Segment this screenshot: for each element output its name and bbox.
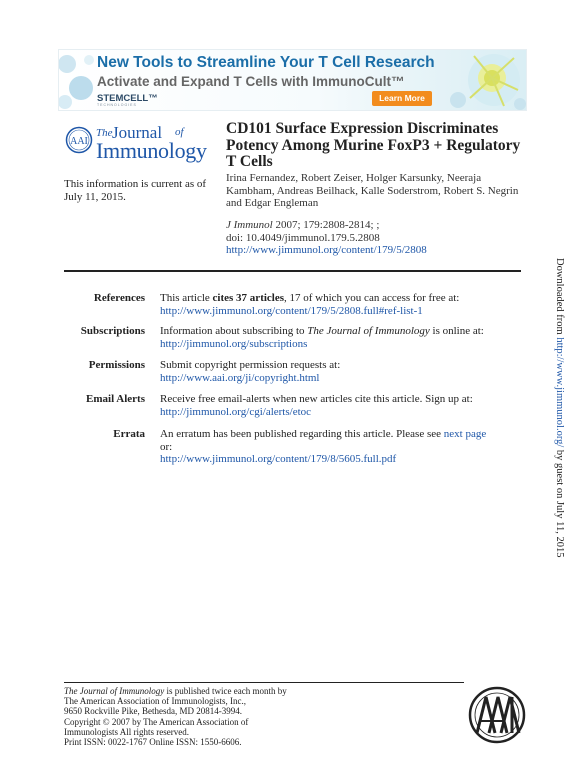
email-alerts-text: [160, 393, 525, 418]
footer-line-1-rest: is published twice each month by: [164, 686, 287, 696]
footer-line-5: Immunologists All rights reserved.: [64, 726, 189, 737]
references-text: [160, 292, 525, 317]
stemcell-brand-sub: TECHNOLOGIES: [97, 103, 137, 107]
citation-block: [226, 219, 521, 257]
footer-divider: [64, 682, 464, 683]
subscriptions-post: is online at:: [429, 325, 484, 337]
author-list: Irina Fernandez, Robert Zeiser, Holger Karsunky, Neeraja Kambham, Andreas Beilhack, Kalle Soderstrom, Robert S. Negrin and Edgar Engleman: [226, 172, 519, 209]
subscriptions-journal: The Journal of Immunology: [307, 325, 430, 337]
footer-journal: The Journal of Immunology: [64, 686, 165, 696]
errata-next-page-link[interactable]: next page: [443, 428, 487, 440]
subscriptions-text: [160, 325, 525, 350]
journal-logo-immunology: Immunology: [96, 138, 207, 163]
cell-graphic-left: [59, 50, 99, 110]
citation-line: [226, 219, 521, 232]
errata-link[interactable]: http://www.jimmunol.org/content/179/8/5605.full.pdf: [160, 453, 397, 465]
permissions-desc: Submit copyright permission requests at:: [160, 359, 341, 371]
journal-logo-the: The: [96, 127, 113, 139]
journal-logo-of: of: [175, 126, 184, 138]
ad-banner[interactable]: [58, 49, 527, 111]
footer-info: [64, 686, 364, 747]
references-post: , 17 of which you can access for free at:: [284, 292, 460, 304]
references-count: cites 37 articles: [212, 292, 285, 304]
email-alerts-label: Email Alerts: [86, 393, 145, 405]
stemcell-brand-text: STEMCELL™: [97, 93, 158, 104]
journal-logo[interactable]: [65, 123, 207, 163]
banner-headline: New Tools to Streamline Your T Cell Research: [97, 54, 435, 71]
footer-line-4: Copyright © 2007 by The American Association of: [64, 716, 249, 727]
references-label: References: [93, 292, 145, 304]
permissions-label: Permissions: [88, 359, 145, 371]
aai-emblem-text: AAI: [70, 136, 88, 147]
download-notice-pre: Downloaded from: [554, 258, 565, 338]
journal-abbrev: J Immunol: [226, 219, 273, 231]
subscriptions-pre: Information about subscribing to: [160, 325, 308, 337]
permissions-link[interactable]: http://www.aai.org/ji/copyright.html: [160, 371, 320, 384]
download-notice: [551, 258, 565, 568]
email-alerts-desc: Receive free email-alerts when new articles cite this article. Sign up at:: [160, 393, 473, 405]
divider: [64, 270, 521, 272]
download-notice-post: by guest on July 11, 2015: [554, 447, 565, 558]
references-link[interactable]: http://www.jimmunol.org/content/179/5/2808.full#ref-list-1: [160, 304, 423, 317]
references-pre: This article: [160, 292, 213, 304]
currency-note: This information is current as of July 11, 2015.: [64, 178, 207, 203]
download-notice-link[interactable]: http://www.jimmunol.org/: [554, 337, 565, 448]
footer-line-2: The American Association of Immunologists, Inc.,: [64, 696, 246, 707]
errata-text: [160, 428, 525, 466]
errata-desc: An erratum has been published regarding this article. Please see: [160, 428, 444, 440]
errata-or: or:: [160, 440, 173, 453]
citation-details: 2007; 179:2808-2814; ;: [272, 219, 380, 231]
email-alerts-link[interactable]: http://jimmunol.org/cgi/alerts/etoc: [160, 405, 312, 418]
banner-subheadline: Activate and Expand T Cells with ImmunoCult™: [97, 74, 405, 89]
subscriptions-link[interactable]: http://jimmunol.org/subscriptions: [160, 337, 308, 350]
doi: doi: 10.4049/jimmunol.179.5.2808: [226, 231, 380, 244]
aai-seal-icon: [468, 683, 526, 751]
article-url-link[interactable]: http://www.jimmunol.org/content/179/5/2808: [226, 244, 427, 256]
footer-line-1: [64, 686, 364, 696]
footer-line-3: 9650 Rockville Pike, Bethesda, MD 20814-3994.: [64, 706, 242, 717]
errata-label: Errata: [113, 428, 145, 440]
stemcell-logo: [97, 93, 158, 107]
footer-line-6: Print ISSN: 0022-1767 Online ISSN: 1550-6606.: [64, 737, 242, 748]
cell-graphic-right: [444, 50, 526, 110]
journal-logo-journal: Journal: [112, 123, 163, 142]
permissions-text: [160, 359, 525, 384]
article-title: CD101 Surface Expression Discriminates Potency Among Murine FoxP3 + Regulatory T Cells: [226, 120, 521, 170]
learn-more-button[interactable]: Learn More: [372, 91, 432, 106]
aai-emblem-icon: [65, 126, 93, 154]
subscriptions-label: Subscriptions: [80, 325, 145, 337]
